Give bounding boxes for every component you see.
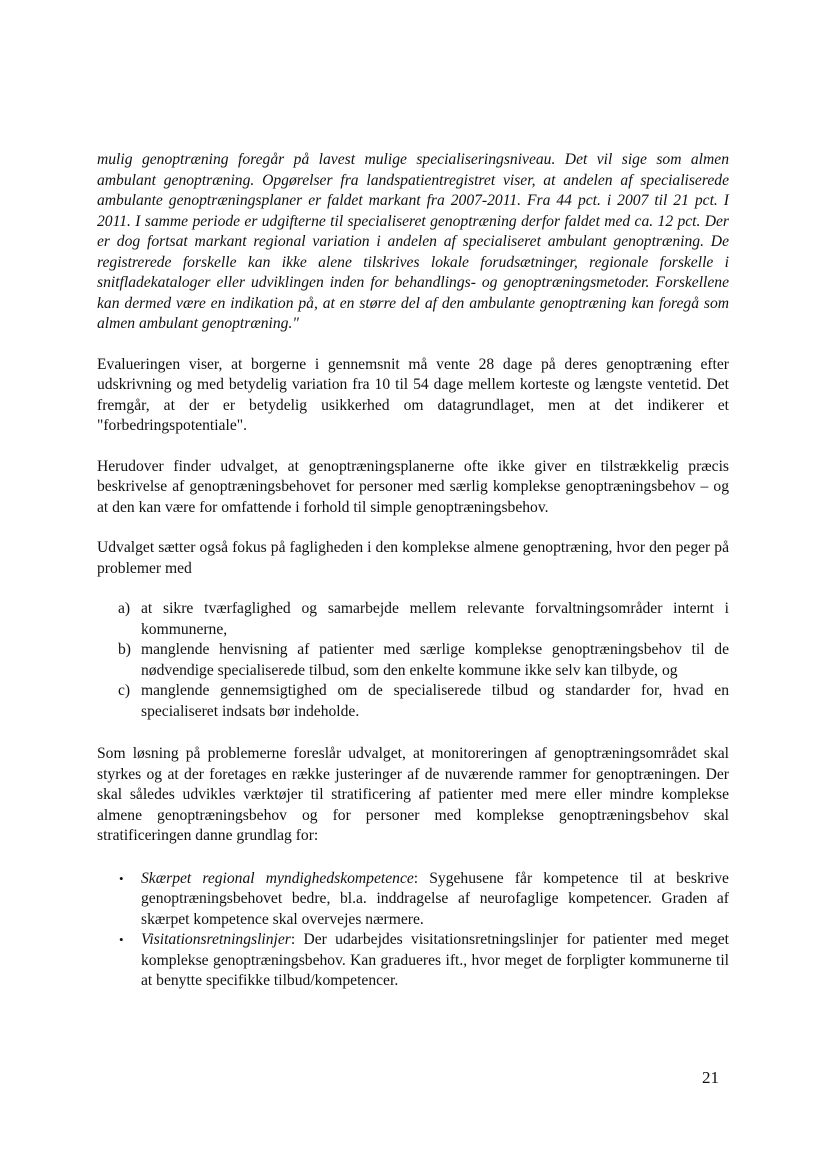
paragraph-solution: Som løsning på problemerne foreslår udvalget, at monitoreringen af genoptræningsområdet skal styrkes og at der foretages en række justeringer af de nuværende rammer for genoptræningen. Der skal således udvikles værktøjer til stratificering af patienter med mere eller mindre komplekse almene genoptræningsbehov og for personer med komplekse genoptræningsbehov skal stratificeringen danne grundlag for: bbox=[97, 745, 729, 844]
document-page bbox=[97, 150, 729, 992]
bullet-term: Skærpet regional myndighedskompetence bbox=[141, 869, 414, 887]
bullet-list bbox=[97, 869, 729, 992]
list-item bbox=[97, 640, 729, 681]
bullet-icon: • bbox=[119, 932, 124, 947]
list-item-text: manglende gennemsigtighed om de specialiserede tilbud og standarder for, hvad en specialiseret indsats bør indeholde. bbox=[141, 682, 729, 720]
list-item bbox=[97, 681, 729, 722]
bullet-term: Visitationsretningslinjer bbox=[141, 931, 291, 948]
list-marker: a) bbox=[118, 600, 131, 617]
bullet-item bbox=[97, 930, 729, 992]
bullet-item bbox=[97, 869, 729, 931]
quote-paragraph: mulig genoptræning foregår på lavest mulige specialiseringsniveau. Det vil sige som almen ambulant genoptræning. Opgørelser fra landspatientregistret viser, at andelen af specialiserede ambulante genoptræningsplaner er faldet markant fra 2007-2011. Fra 44 pct. i 2007 til 21 pct. I 2011. I samme periode er udgifterne til specialiseret genoptræning derfor faldet med ca. 12 pct. Der er dog fortsat markant regional variation i andelen af specialiseret ambulant genoptræning. De registrerede forskelle kan ikke alene tilskrives lokale forudsætninger, regionale forskelle i snitfladekataloger eller udviklingen inden for behandlings- og genoptræningsmetoder. Forskellene kan dermed være en indikation på, at en større del af den ambulante genoptræning kan foregå som almen ambulant genoptræning." bbox=[97, 151, 729, 332]
list-item-text: manglende henvisning af patienter med særlige komplekse genoptræningsbehov til de nødvendige specialiserede tilbud, som den enkelte kommune ikke selv kan tilbyde, og bbox=[141, 641, 729, 679]
bullet-icon: • bbox=[119, 870, 124, 886]
list-marker: b) bbox=[118, 641, 131, 658]
paragraph-waiting-time: Evalueringen viser, at borgerne i gennemsnit må vente 28 dage på deres genoptræning efter udskrivning og med betydelig variation fra 10 til 54 dage mellem korteste og længste ventetid. Det fremgår, at der er betydelig usikkerhed om datagrundlaget, men at det indikerer et "forbedringspotentiale". bbox=[97, 355, 729, 434]
bullet-text: : Sygehusene får kompetence til at beskrive genoptræningsbehovet bedre, bl.a. inddragelse af neurofaglige kompetencer. Graden af skærpet kompetence skal overvejes nærmere. bbox=[141, 869, 729, 928]
page-number: 21 bbox=[702, 1068, 719, 1087]
paragraph-focus: Udvalget sætter også fokus på fagligheden i den komplekse almene genoptræning, hvor den peger på problemer med bbox=[97, 539, 729, 577]
list-marker: c) bbox=[118, 682, 131, 699]
list-item-text: at sikre tværfaglighed og samarbejde mellem relevante forvaltningsområder internt i kommunerne, bbox=[141, 600, 729, 638]
list-item bbox=[97, 599, 729, 640]
problem-list bbox=[97, 599, 729, 722]
paragraph-training-plans: Herudover finder udvalget, at genoptræningsplanerne ofte ikke giver en tilstrækkelig præcis beskrivelse af genoptræningsbehovet for personer med særlig komplekse genoptræningsbehov – og at den kan være for omfattende i forhold til simple genoptræningsbehov. bbox=[97, 457, 729, 516]
bullet-text: : Der udarbejdes visitationsretningslinjer for patienter med meget komplekse genoptræningsbehov. Kan gradueres ift., hvor meget de forpligter kommunerne til at benytte specifikke tilbud/kompetencer. bbox=[141, 931, 729, 989]
